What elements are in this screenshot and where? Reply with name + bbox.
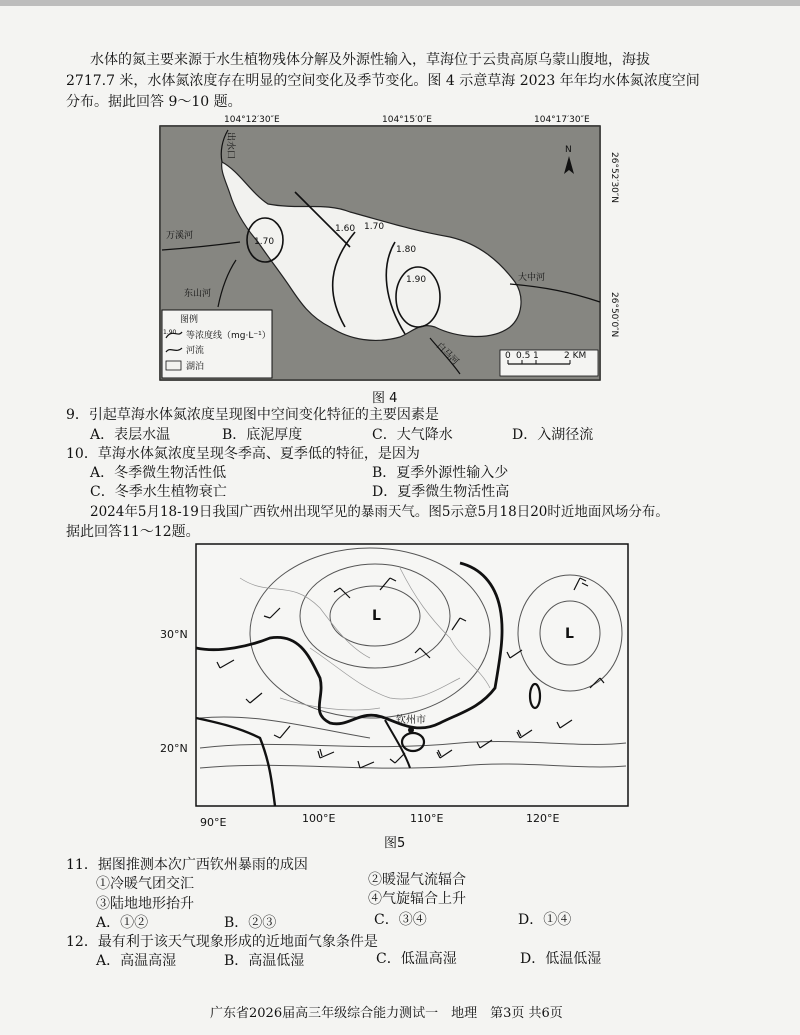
- q9-option-b[interactable]: B．底泥厚度: [222, 427, 303, 443]
- scale-bar: [500, 350, 598, 376]
- q9-option-c[interactable]: C．大气降水: [372, 427, 453, 443]
- q10-option-a[interactable]: A．冬季微生物活性低: [90, 465, 227, 481]
- page-footer: 广东省2026届高三年级综合能力测试一 地理 第3页 共6页: [210, 1006, 563, 1021]
- legend-river: 河流: [186, 346, 205, 356]
- svg-text:0: 0: [505, 351, 511, 361]
- legend-lake: 湖泊: [186, 362, 205, 372]
- q10-option-b[interactable]: B．夏季外源性输入少: [372, 465, 509, 481]
- svg-text:N: N: [565, 145, 572, 155]
- q11-statement-3: ③陆地地形抬升: [96, 896, 194, 912]
- q9-option-d[interactable]: D．入湖径流: [512, 427, 594, 443]
- svg-text:2 KM: 2 KM: [564, 351, 587, 361]
- isoline-label-2: 1.60: [335, 224, 356, 234]
- figure-5-wind-map: [160, 538, 630, 830]
- q12-option-c[interactable]: C．低温高湿: [376, 951, 457, 967]
- intro-line-2: 2717.7 米，水体氮浓度存在明显的空间变化及季节变化。图 4 示意草海 2023 年年均水体氮浓度空间: [66, 73, 700, 89]
- q12-stem: 12．最有利于该天气现象形成的近地面气象条件是: [66, 934, 378, 950]
- lon-label-110: 110°E: [410, 812, 444, 825]
- q11-option-b[interactable]: B．②③: [224, 915, 277, 931]
- q12-option-b[interactable]: B．高温低湿: [224, 953, 305, 969]
- q11-statement-1: ①冷暖气团交汇: [96, 876, 194, 892]
- q11-option-a[interactable]: A．①②: [96, 915, 149, 931]
- isoline-label-5: 1.90: [406, 275, 427, 285]
- lat-label-20: 20°N: [160, 742, 188, 755]
- lat-label-2: 26°50′0″N: [609, 292, 619, 338]
- intro2-line-2: 据此回答11～12题。: [66, 524, 200, 540]
- lon-label-90: 90°E: [200, 816, 227, 829]
- lon-label-100: 100°E: [302, 812, 336, 825]
- isoline-label-3: 1.70: [364, 222, 385, 232]
- q11-statement-4: ④气旋辐合上升: [368, 891, 466, 907]
- legend-isoline: 等浓度线（mg·L⁻¹）: [186, 331, 271, 341]
- q10-option-d[interactable]: D．夏季微生物活性高: [372, 484, 510, 500]
- figure-5-caption: 图5: [384, 836, 406, 851]
- lon-label-2: 104°15′0″E: [382, 115, 432, 125]
- isoline-label-1: 1.70: [254, 237, 275, 247]
- river-label-outlet: 出水口: [225, 132, 235, 160]
- legend-sample: 1.90: [163, 329, 177, 336]
- q11-option-c[interactable]: C．③④: [374, 912, 427, 928]
- low-pressure-east: L: [565, 626, 574, 642]
- q10-option-c[interactable]: C．冬季水生植物衰亡: [90, 484, 227, 500]
- q11-option-d[interactable]: D．①④: [518, 912, 572, 928]
- low-pressure-west: L: [372, 608, 381, 624]
- river-label-wanxi: 万溪河: [166, 231, 194, 241]
- q11-stem: 11．据图推测本次广西钦州暴雨的成因: [66, 857, 308, 873]
- qinzhou-marker-icon: [408, 727, 414, 733]
- river-label-dongshan: 东山河: [184, 289, 212, 299]
- river-label-dazhong: 大中河: [518, 273, 546, 283]
- q9-option-a[interactable]: A．表层水温: [90, 427, 171, 443]
- lat-label-30: 30°N: [160, 628, 188, 641]
- lon-label-3: 104°17′30″E: [534, 115, 590, 125]
- isoline-label-4: 1.80: [396, 245, 417, 255]
- svg-text:0.5: 0.5: [516, 351, 531, 361]
- river-label-baima: 白马河: [433, 341, 461, 368]
- figure-4-map: [150, 112, 620, 382]
- map2-frame: [196, 544, 628, 806]
- q9-stem: 9．引起草海水体氮浓度呈现图中空间变化特征的主要因素是: [66, 407, 439, 423]
- lon-label-120: 120°E: [526, 812, 560, 825]
- lat-label-1: 26°52′30″N: [609, 152, 619, 203]
- svg-text:1: 1: [533, 351, 539, 361]
- figure-4-caption: 图 4: [372, 391, 398, 406]
- map-legend: [162, 310, 272, 378]
- legend-title: 图例: [180, 315, 199, 325]
- intro2-line-1: 2024年5月18-19日我国广西钦州出现罕见的暴雨天气。图5示意5月18日20时近地面风场分布。: [90, 504, 669, 520]
- q12-option-d[interactable]: D．低温低湿: [520, 951, 602, 967]
- lon-label-1: 104°12′30″E: [224, 115, 280, 125]
- q10-stem: 10．草海水体氮浓度呈现冬季高、夏季低的特征，是因为: [66, 446, 420, 462]
- city-label: 钦州市: [396, 715, 426, 726]
- q12-option-a[interactable]: A．高温高湿: [96, 953, 177, 969]
- intro-line-3: 分布。据此回答 9～10 题。: [66, 94, 242, 110]
- q11-statement-2: ②暖湿气流辐合: [368, 872, 466, 888]
- intro-line-1: 水体的氮主要来源于水生植物残体分解及外源性输入，草海位于云贵高原乌蒙山腹地，海拔: [90, 52, 650, 68]
- scan-edge: [0, 0, 800, 6]
